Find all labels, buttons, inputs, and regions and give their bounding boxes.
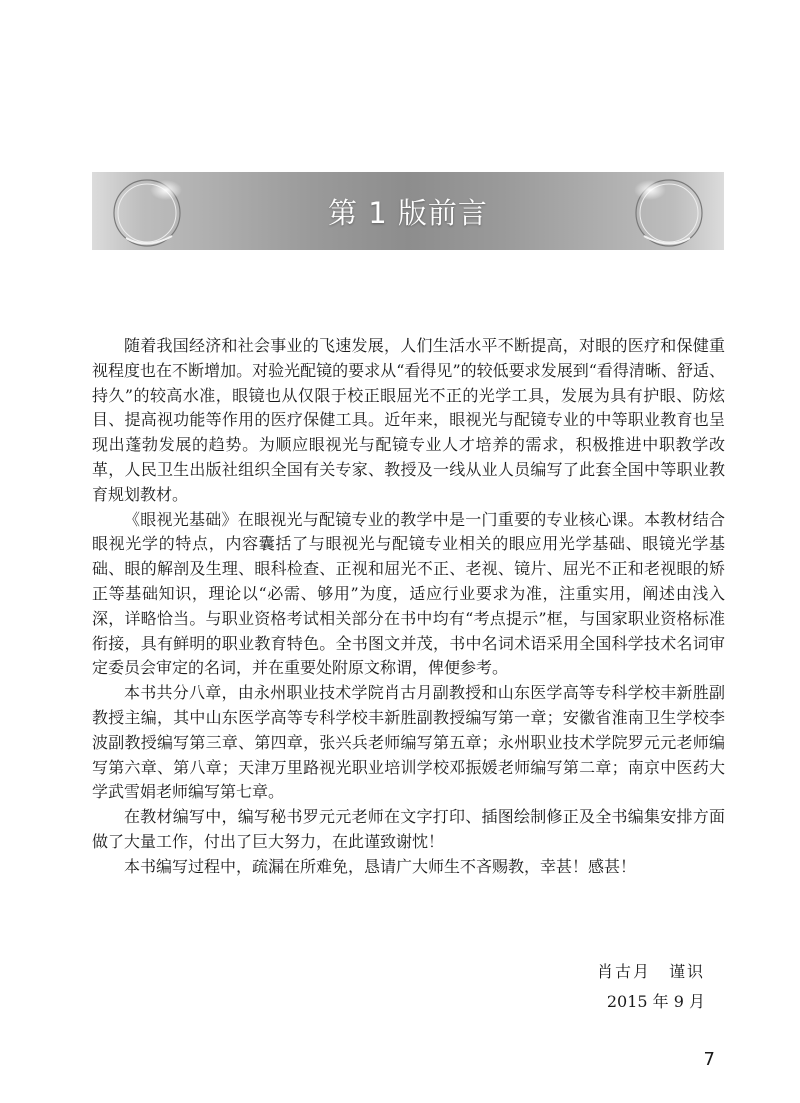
paragraph: 在教材编写中，编写秘书罗元元老师在文字打印、插图绘制修正及全书编集安排方面做了大量工作，付出了巨大努力，在此谨致谢忱！	[92, 807, 725, 851]
paragraph: 《眼视光基础》在眼视光与配镜专业的教学中是一门重要的专业核心课。本教材结合眼视光学的特点，内容囊括了与眼视光与配镜专业相关的眼应用光学基础、眼镜光学基础、眼的解剖及生理、眼科检查、正视和屈光不正、老视、镜片、屈光不正和老视眼的矫正等基础知识，理论以“必需、够用”为度，适应行业要求为准，注重实用，阐述由浅入深，详略恰当。与职业资格考试相关部分在书中均有“考点提示”框，与国家职业资格标准衔接，具有鲜明的职业教育特色。全书图文并茂，书中名词术语采用全国科学技术名词审定委员会审定的名词，并在重要处附原文称谓，俾便参考。	[92, 509, 725, 678]
paragraph: 随着我国经济和社会事业的飞速发展，人们生活水平不断提高，对眼的医疗和保健重视程度也在不断增加。对验光配镜的要求从“看得见”的较低要求发展到“看得清晰、舒适、持久”的较高水准，眼镜也从仅限于校正眼屈光不正的光学工具，发展为具有护眼、防炫目、提高视功能等作用的医疗保健工具。近年来，眼视光与配镜专业的中等职业教育也呈现出蓬勃发展的趋势。为顺应眼视光与配镜专业人才培养的需求，积极推进中职教学改革，人民卫生出版社组织全国有关专家、教授及一线从业人员编写了此套全国中等职业教育规划教材。	[92, 336, 725, 504]
signature-block	[597, 957, 705, 1017]
page-title: 第 1 版前言	[328, 196, 488, 230]
author-signature: 肖古月 谨识	[596, 962, 705, 981]
signature-date: 2015 年 9 月	[606, 992, 705, 1011]
page-number: 7	[703, 1049, 715, 1070]
chapter-title-banner	[92, 172, 724, 250]
paragraph: 本书编写过程中，疏漏在所难免，恳请广大师生不吝赐教，幸甚！感甚！	[124, 856, 637, 876]
preface-body	[92, 334, 725, 880]
paragraph: 本书共分八章，由永州职业技术学院肖古月副教授和山东医学高等专科学校丰新胜副教授主编，其中山东医学高等专科学校丰新胜副教授编写第一章；安徽省淮南卫生学校李波副教授编写第三章、第四章，张兴兵老师编写第五章；永州职业技术学院罗元元老师编写第六章、第八章；天津万里路视光职业培训学校邓振媛老师编写第二章；南京中医药大学武雪娟老师编写第七章。	[92, 683, 725, 802]
